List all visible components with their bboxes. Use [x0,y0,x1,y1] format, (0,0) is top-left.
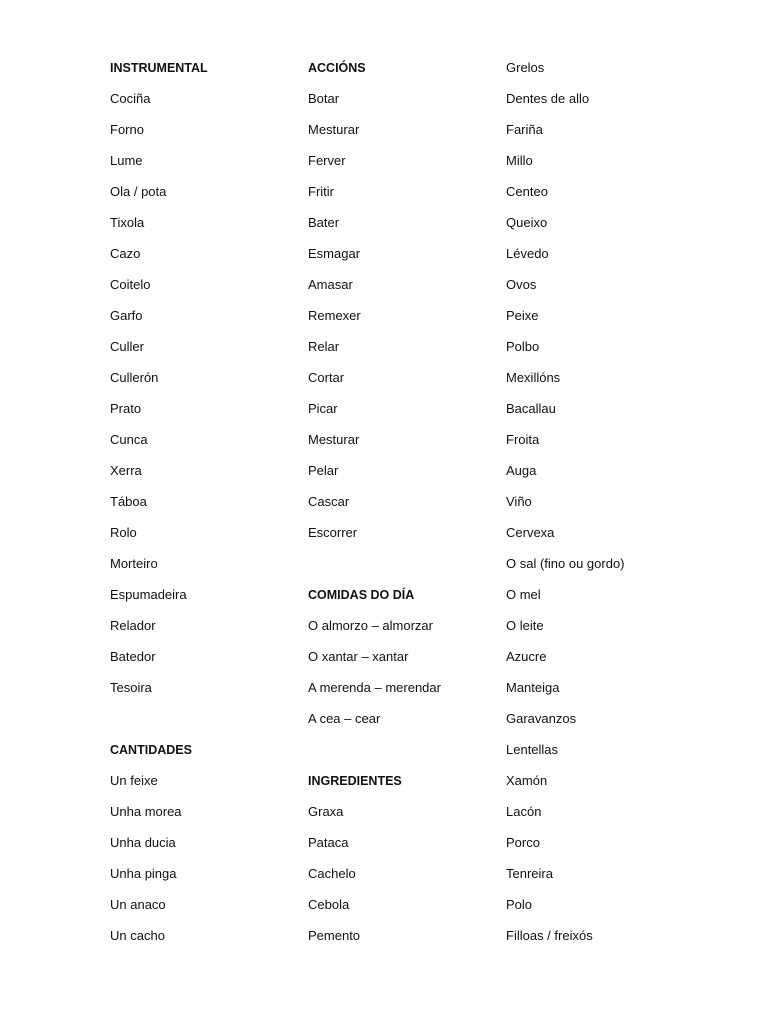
list-item: Fritir [308,184,334,199]
list-item: Cebola [308,897,350,912]
list-item: Queixo [506,215,548,230]
list-item: Lume [110,153,143,168]
spacer [110,707,310,738]
section-heading: INGREDIENTES [308,774,402,788]
list-item: Ola / pota [110,184,167,199]
list-item: Polbo [506,339,540,354]
list-item: Tesoira [110,680,152,695]
list-item: Fariña [506,122,543,137]
list-item: Culler [110,339,144,354]
list-item: Graxa [308,804,344,819]
list-item: Lentellas [506,742,559,757]
list-item: Unha ducia [110,835,176,850]
list-item: Peixe [506,308,539,323]
list-item: Froita [506,432,540,447]
list-item: Viño [506,494,532,509]
list-item: Rolo [110,525,137,540]
list-item: Relar [308,339,340,354]
list-item: A merenda – merendar [308,680,441,695]
list-item: Centeo [506,184,548,199]
list-item: Polo [506,897,533,912]
column-accions-comidas-ingredientes [308,56,508,955]
list-item: Grelos [506,60,545,75]
list-item: Coitelo [110,277,151,292]
list-item: Porco [506,835,540,850]
list-item: Cociña [110,91,151,106]
spacer [308,552,508,583]
list-item: Escorrer [308,525,358,540]
list-item: Cervexa [506,525,555,540]
spacer [308,738,508,769]
list-item: Mesturar [308,432,360,447]
list-item: O xantar – xantar [308,649,409,664]
list-item: O mel [506,587,541,602]
list-item: Cunca [110,432,148,447]
list-item: Tenreira [506,866,553,881]
list-item: O almorzo – almorzar [308,618,433,633]
list-item: Esmagar [308,246,361,261]
column-instrumental-cantidades [110,56,310,955]
list-item: Ferver [308,153,346,168]
list-item: Tixola [110,215,145,230]
list-item: A cea – cear [308,711,381,726]
list-item: Garavanzos [506,711,577,726]
list-item: Millo [506,153,533,168]
list-item: Azucre [506,649,547,664]
section-heading: INSTRUMENTAL [110,61,208,75]
list-item: Xerra [110,463,142,478]
list-item: Cullerón [110,370,159,385]
list-item: Picar [308,401,338,416]
list-item: Bacallau [506,401,556,416]
list-item: Espumadeira [110,587,187,602]
section-heading: CANTIDADES [110,743,192,757]
list-item: Auga [506,463,537,478]
section-heading: COMIDAS DO DÍA [308,588,415,602]
list-item: Un anaco [110,897,166,912]
list-item: Pelar [308,463,339,478]
column-ingredientes-continued [506,56,706,955]
list-item: Morteiro [110,556,158,571]
list-item: Unha pinga [110,866,177,881]
list-item: Manteiga [506,680,560,695]
list-item: Mesturar [308,122,360,137]
list-item: Forno [110,122,144,137]
list-item: Pataca [308,835,349,850]
list-item: Unha morea [110,804,182,819]
list-item: Pemento [308,928,361,943]
list-item: Un feixe [110,773,158,788]
list-item: Ovos [506,277,537,292]
list-item: Garfo [110,308,143,323]
list-item: Un cacho [110,928,165,943]
list-item: O leite [506,618,544,633]
list-item: Remexer [308,308,361,323]
list-item: Botar [308,91,340,106]
list-item: Relador [110,618,156,633]
list-item: Xamón [506,773,548,788]
list-item: Bater [308,215,340,230]
list-item: O sal (fino ou gordo) [506,556,625,571]
list-item: Dentes de allo [506,91,590,106]
list-item: Prato [110,401,142,416]
list-item: Cachelo [308,866,356,881]
section-heading: ACCIÓNS [308,61,366,75]
list-item: Filloas / freixós [506,928,593,943]
list-item: Mexillóns [506,370,561,385]
list-item: Táboa [110,494,147,509]
list-item: Cascar [308,494,350,509]
list-item: Cortar [308,370,345,385]
list-item: Cazo [110,246,141,261]
list-item: Lacón [506,804,542,819]
list-item: Lévedo [506,246,549,261]
list-item: Batedor [110,649,156,664]
list-item: Amasar [308,277,353,292]
